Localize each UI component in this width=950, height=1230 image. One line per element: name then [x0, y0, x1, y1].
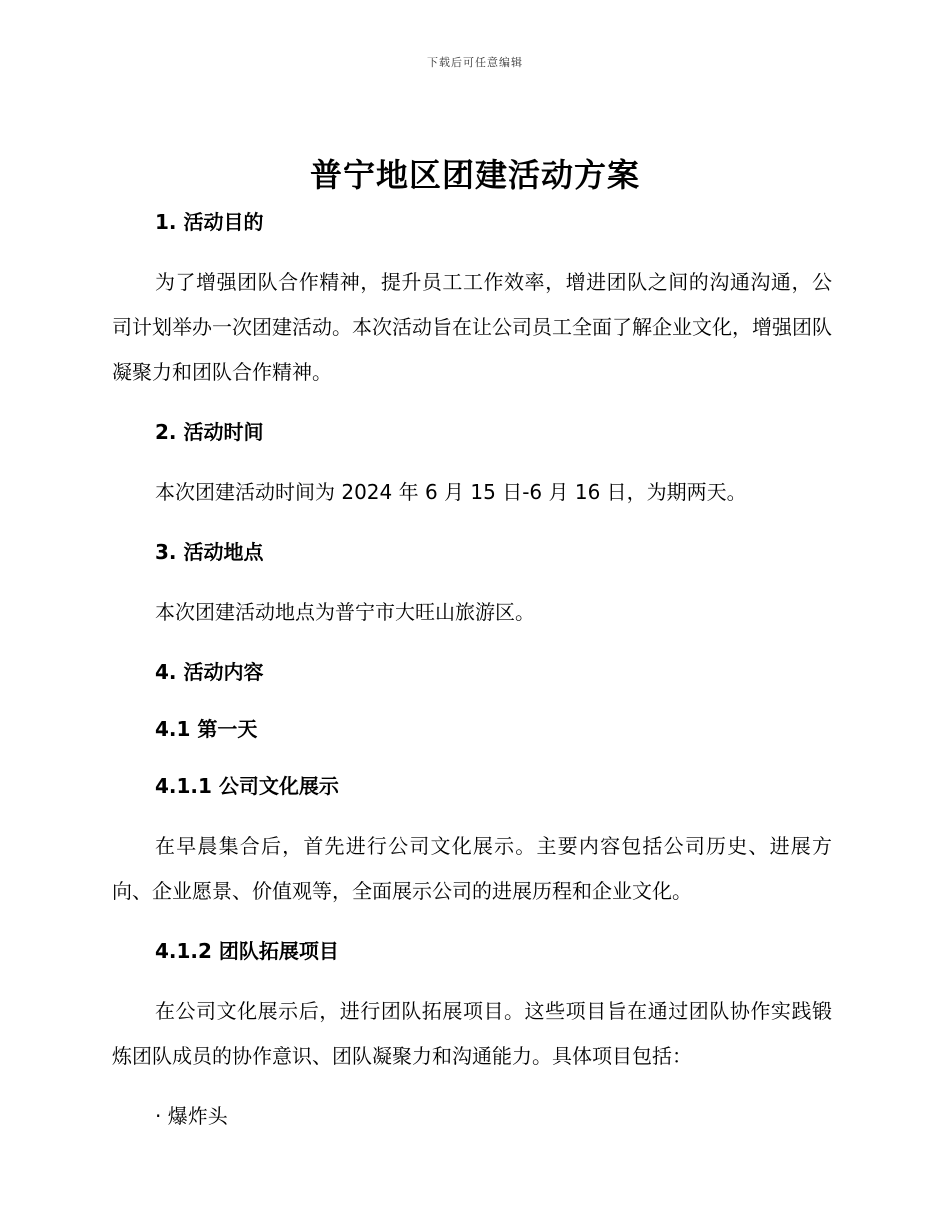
- subsection-heading-day1: 4.1 第一天: [155, 717, 258, 741]
- paragraph-purpose: 为了增强团队合作精神，提升员工工作效率，增进团队之间的沟通沟通，公司计划举办一次团建活动。本次活动旨在让公司员工全面了解企业文化，增强团队凝聚力和团队合作精神。: [112, 270, 832, 384]
- paragraph-team-projects: 在公司文化展示后，进行团队拓展项目。这些项目旨在通过团队协作实践锻炼团队成员的协作意识、团队凝聚力和沟通能力。具体项目包括：: [112, 999, 832, 1068]
- paragraph-culture: 在早晨集合后，首先进行公司文化展示。主要内容包括公司历史、进展方向、企业愿景、价值观等，全面展示公司的进展历程和企业文化。: [112, 834, 832, 903]
- page-title: 普宁地区团建活动方案: [309, 156, 640, 194]
- header-note: 下载后可任意编辑: [427, 56, 523, 69]
- list-item: · 爆炸头: [155, 1104, 228, 1128]
- subsection-heading-team-projects: 4.1.2 团队拓展项目: [155, 939, 339, 963]
- section-heading-location: 3. 活动地点: [155, 540, 264, 564]
- subsection-heading-culture: 4.1.1 公司文化展示: [155, 774, 339, 798]
- paragraph-time: 本次团建活动时间为 2024 年 6 月 15 日-6 月 16 日，为期两天。: [155, 480, 747, 504]
- section-heading-content: 4. 活动内容: [155, 660, 264, 684]
- section-heading-time: 2. 活动时间: [155, 420, 264, 444]
- document-body: [112, 202, 832, 1136]
- section-heading-purpose: 1. 活动目的: [155, 210, 264, 234]
- paragraph-location: 本次团建活动地点为普宁市大旺山旅游区。: [155, 600, 535, 624]
